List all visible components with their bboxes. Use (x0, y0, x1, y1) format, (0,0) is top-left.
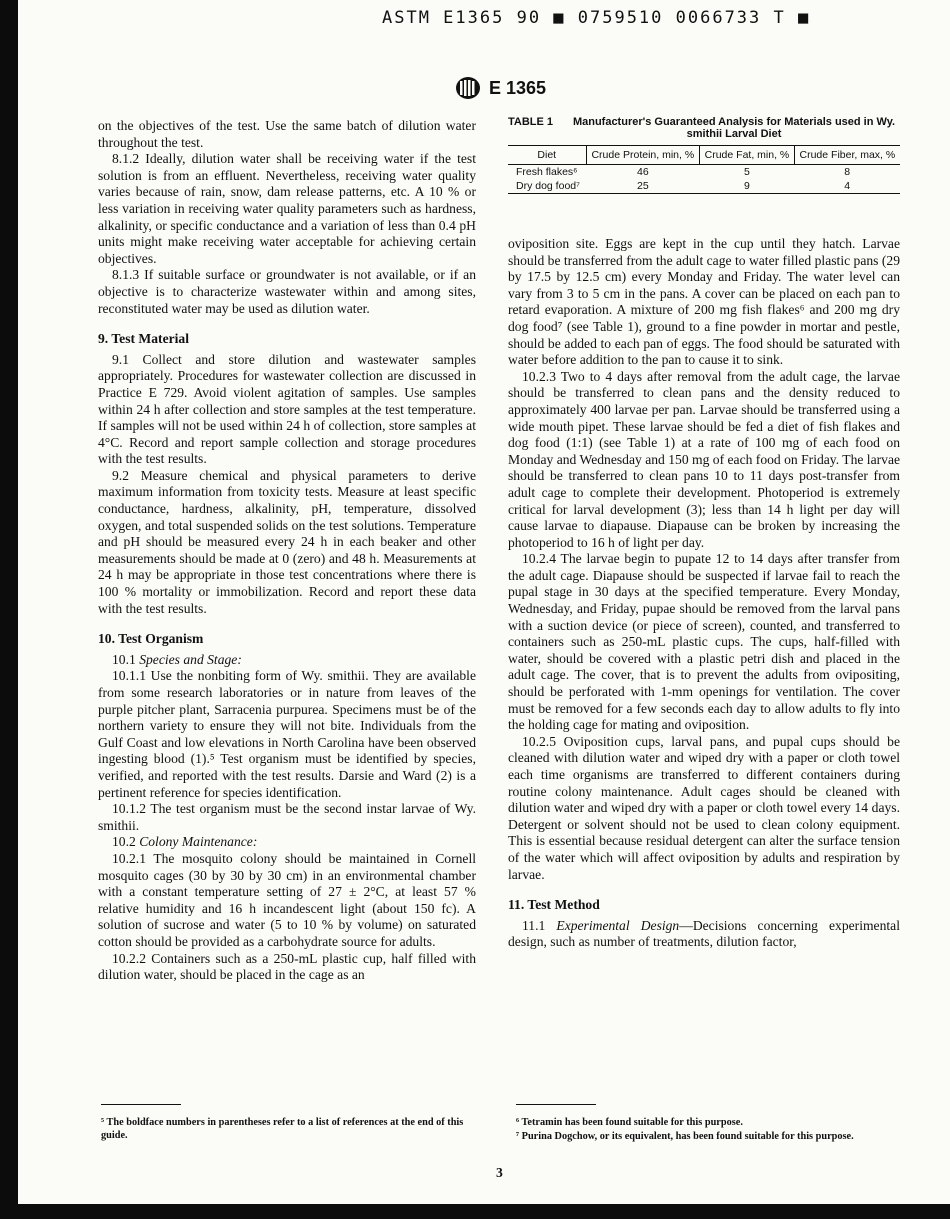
footnote: ⁶ Tetramin has been found suitable for this purpose. (516, 1117, 743, 1128)
section-heading: 11. Test Method (508, 897, 600, 913)
paragraph: 10.2.4 The larvae begin to pupate 12 to 14 days after transfer from the adult cage. Diapause should be suspected if larvae fail to reach the pupal stage in 30 days at the specified temperature. Every Monday, Wednesday, and Friday, pupae should be removed from the larval pans with a suction device (or piece of screen), counted, and transferred to containers such as 250-mL plastic cups. The cups, half-filled with water, should be covered with a plastic petri dish and placed in the adult cage. The cover, that is to prevent the adults from ovipositing, should be perforated with 1-mm openings for ventilation. The cover must be removed for a few seconds each day to allow adults to fly into the holding cage for mating and oviposition. (508, 551, 900, 733)
paragraph: 10.2.2 Containers such as a 250-mL plastic cup, half filled with dilution water, should be placed in the cage as an (98, 950, 476, 983)
paragraph (98, 652, 476, 669)
table-cell: 5 (744, 166, 750, 178)
paragraph: 8.1.2 Ideally, dilution water shall be receiving water if the test solution is from an effluent. Nevertheless, receiving water quality varies because of rain, snow, dam release patterns, etc. A 10 % or less variation in receiving water quality parameters such as hardness, alkalinity, or specific conductance and a variation of less than 0.4 pH units might make receiving water acceptable for achieving certain objectives. (98, 151, 476, 266)
table-cell: 4 (794, 179, 900, 194)
paragraph: 10.2.3 Two to 4 days after removal from the adult cage, the larvae should be transferred to clean pans and the density reduced to approximately 400 larvae per pan. Larvae should be transferred using a wide mouth pipet. These larvae should be fed a diet of fish flakes and dog food (1:1) (see Table 1) at a rate of 100 mg of each food on Monday and Wednesday and 150 mg of each food on Friday. The larvae should be transferred to clean pans 10 to 11 days post-transfer from adult cage to complete their development. Photoperiod is extremely critical for larval development (3); less than 14 h light per day will cause larvae to diapause. Diapause can be broken by increasing the photoperiod to 16 h of light per day. (508, 368, 901, 550)
paragraph: 9.1 Collect and store dilution and wastewater samples appropriately. Procedures for wastewater collection are discussed in Practice E 729. Avoid violent agitation of samples. Use samples within 24 h after collection and store samples at the test temperature. If samples will not be used within 24 h of collection, store samples at 4°C. Record and report sample collection and storage procedures with the test results. (98, 351, 476, 467)
column-header: Crude Fiber, max, % (794, 146, 900, 165)
clause-number: 11.1 (522, 917, 557, 933)
table-cell: 25 (586, 179, 700, 194)
clause-title: Colony Maintenance: (139, 834, 258, 850)
paragraph: on the objectives of the test. Use the same batch of dilution water throughout the test. (98, 118, 476, 150)
paragraph: oviposition site. Eggs are kept in the cup until they hatch. Larvae should be transferred from the adult cage to water filled plastic pans (29 by 17.5 by 12.5 cm) every Monday and Friday. The water level can vary from 3 to 5 cm in the pans. A cover can be placed on each pan to retard evaporation. A mixture of 200 mg fish flakes⁶ and 200 mg dry dog food⁷ (see Table 1), ground to a fine powder in mortar and pestle, should be added to each pan of eggs. The food should be saturated with water before addition to the pan to cause it to sink. (508, 236, 900, 368)
column-header: Crude Protein, min, % (586, 146, 700, 165)
table-cell: 9 (700, 179, 795, 194)
paragraph: 9.2 Measure chemical and physical parameters to derive maximum information from toxicity tests. Measure at least specific conductance, hardness, alkalinity, pH, temperature, dissolved oxygen, and total suspended solids on the test solutions. Temperature and pH should be measured every 24 h in each beaker and other measurements should be made at 0 (zero) and 48 h. Measurements at 24 h may be appropriate in those test concentrations where there is 100 % mortality or immobilization. Record and report these data with the test results. (98, 467, 476, 616)
table-caption: Manufacturer's Guaranteed Analysis for Materials used in Wy. smithii Larval Diet (572, 116, 896, 140)
left-column (98, 118, 476, 984)
scan-identifier: ASTM E1365 90 ■ 0759510 0066733 T ■ (382, 8, 811, 28)
clause-title: Experimental Design (556, 917, 680, 933)
scan-edge-bottom (0, 1204, 950, 1219)
table-cell: 46 (636, 166, 649, 178)
standard-number: E 1365 (489, 77, 547, 98)
paragraph (508, 918, 900, 951)
clause-number: 10.2 (112, 834, 140, 850)
table-number: TABLE 1 (508, 116, 554, 128)
footnote: ⁷ Purina Dogchow, or its equivalent, has been found suitable for this purpose. (516, 1131, 854, 1142)
footnote-rule (516, 1104, 596, 1105)
table-row (508, 165, 900, 180)
column-header: Crude Fat, min, % (700, 146, 795, 165)
table-cell: Dry dog food⁷ (508, 179, 586, 194)
diet-table (508, 145, 900, 194)
paragraph: 10.1.1 Use the nonbiting form of Wy. smithii. They are available from some research laboratories or in nature from leaves of the purple pitcher plant, Sarracenia purpurea. Specimens must be of the northern variety to ensure they will not bite. Individuals from the Gulf Coast and low elevations in North Carolina have been observed ingesting blood (1).⁵ Test organism must be identified by species, verified, and reported with the test results. Darsie and Ward (2) is a pertinent reference for species identification. (98, 668, 476, 800)
section-heading: 10. Test Organism (98, 631, 204, 647)
table-cell: Fresh flakes⁶ (516, 166, 578, 178)
table-row (508, 179, 900, 194)
footnote-rule (101, 1104, 181, 1105)
paragraph: 10.2.1 The mosquito colony should be maintained in Cornell mosquito cages (30 by 30 by 30 cm) in an environmental chamber with a constant temperature setting of 27 ± 2°C, at least 57 % relative humidity and 16 h incandescent light (about 150 fc). A solution of sucrose and water (5 to 10 % by volume) on saturated cotton should be provided as a carbohydrate source for adults. (98, 850, 476, 949)
table-1 (508, 116, 900, 194)
page-header (455, 76, 546, 100)
footnote: ⁵ The boldface numbers in parentheses refer to a list of references at the end of this guide. (101, 1117, 464, 1141)
right-column (508, 236, 900, 951)
table-cell: 8 (844, 166, 851, 178)
paragraph: 10.1.2 The test organism must be the second instar larvae of Wy. smithii. (98, 801, 476, 833)
section-heading: 9. Test Material (98, 331, 189, 347)
clause-title: Species and Stage: (139, 651, 242, 667)
table-title (508, 116, 900, 140)
paragraph (98, 834, 476, 851)
clause-number: 10.1 (112, 651, 140, 667)
page-number: 3 (496, 1165, 503, 1180)
paragraph: 10.2.5 Oviposition cups, larval pans, and pupal cups should be cleaned with dilution water and wiped dry with a paper or cloth towel each time organisms are transferred to different containers during routine colony maintenance. Adult cages should be cleaned with dilution water and wiped dry with a paper or cloth towel every 14 days. Detergent or solvent should not be used to clean colony equipment. This is essential because residual detergent can alter the surface tension of the water which will affect oviposition by adults and respiration by larvae. (508, 733, 900, 882)
paragraph: 8.1.3 If suitable surface or groundwater is not available, or if an objective is to characterize wastewater within and among sites, reconstituted water may be used as dilution water. (98, 267, 476, 316)
scan-edge-left (0, 0, 18, 1219)
astm-logo-icon (455, 76, 481, 100)
column-header: Diet (508, 146, 586, 165)
clause-text: —Decisions concerning experimental design, such as number of treatments, dilution factor, (508, 917, 900, 950)
